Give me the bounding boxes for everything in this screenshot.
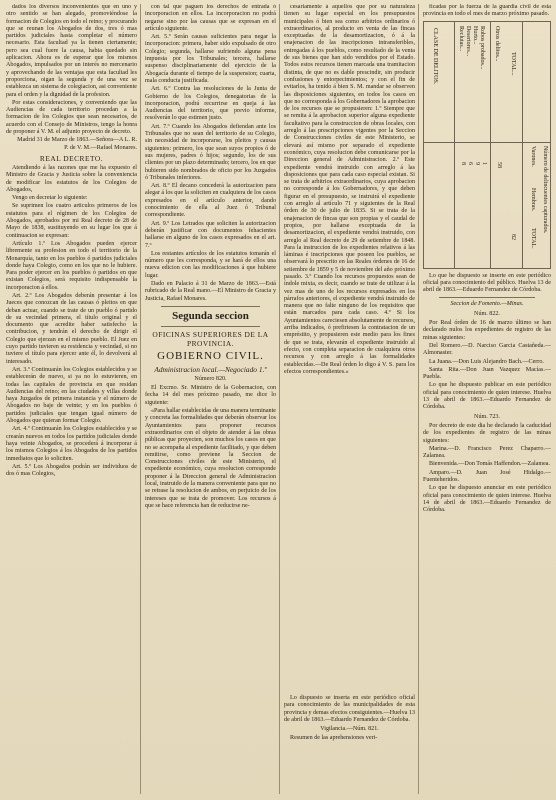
table-cell: 82 bbox=[510, 233, 516, 240]
paragraph: Lo dispuesto se inserta en este periódico oficial para conocimiento de las municipalidades de esta provincia y demas efectos consiguientes.—Huelva 13 de abril de 1863.—Eduardo Fernandez de Córdoba. bbox=[284, 695, 415, 723]
column-1 bbox=[6, 4, 137, 796]
table-col-header: Varones. bbox=[530, 145, 536, 167]
table-row-label: Hurto... bbox=[472, 25, 478, 45]
divider bbox=[161, 306, 260, 307]
paragraph: Vengo en decretar lo siguiente: bbox=[12, 195, 88, 202]
table-rule bbox=[454, 22, 455, 268]
table-row-label: Robos probados... bbox=[479, 25, 485, 69]
list-item: Santa Rita.—Don Juan Vazquez Macías.—Puebla. bbox=[423, 366, 551, 381]
list-item: Amparo.—D. Juan José Hidalgo.—Fuenteheridos. bbox=[423, 469, 551, 484]
section-subtitle: Seccion de Fomento.—Minas. bbox=[450, 301, 524, 308]
table-rows-title: CLASE DE DELITOS. bbox=[432, 27, 438, 84]
section-subtitle: OFICINAS SUPERIORES DE LA PROVINCIA. bbox=[152, 329, 269, 348]
paragraph: Lo que he dispuesto se inserte en este periódico oficial para conocimiento del público. Huelva 13 de abril de 1863.—Eduardo Fernandez de Córdoba. bbox=[423, 272, 551, 294]
table-row-label: TOTAL... bbox=[510, 51, 516, 76]
paragraph: Art. 3.º Continuarán los Colegios establecidos y se establecerán de nuevo, si ya no lo estuvieren, en todas las capitales de provincia en que residan Audiencias del reino; en las ciudades y villas donde haya Juzgados de primera instancia y el número de Abogados no baje de veinte; y en los pueblos ó partidos judiciales que tengan igual número de Abogados que quieran formar Colegio. bbox=[6, 366, 137, 425]
table-cell: 6 bbox=[467, 161, 473, 165]
table-col-header: Número de delincuentes capturados. bbox=[542, 145, 548, 233]
paragraph: Resumen de las aprehensiones veri- bbox=[290, 735, 378, 742]
statistics-table bbox=[423, 21, 551, 269]
list-item: Bienvenida.—Don Tomás Haffendon.—Zalamea. bbox=[429, 461, 551, 468]
section-title: Segunda seccion bbox=[172, 309, 249, 322]
table-cell: 1 bbox=[481, 161, 487, 165]
column-rule bbox=[140, 4, 141, 794]
table-cell: 8 bbox=[460, 161, 466, 165]
list-item: La Juana.—Don Luis Alejandro Bach.—Cerro. bbox=[429, 358, 544, 365]
table-row-label: Desertores... bbox=[465, 25, 471, 56]
paragraph: Art. 5.º Serán causas suficientes para negar la incorporacion: primera, haber sido expulsado de otro Colegio; segunda, hallarse sufriendo alguna pena impuesta por los Tribunales; tercera, hallarse suspenso disciplinariamente del ejercicio de la Abogacía durante el tiempo de la suspension; cuarta, mala conducta justificada. bbox=[145, 34, 276, 84]
column-2 bbox=[145, 4, 276, 796]
paragraph: Art. 6.º Contra las resoluciones de la Junta de Gobierno de los Colegios, denegatorias de la incorporacion, podrá recurrirse en queja á las Audiencias del territorio, que previo informe, resolverán lo que estimen justo. bbox=[145, 86, 276, 122]
table-cell: 58 bbox=[496, 161, 502, 168]
paragraph: ficadas por la fuerza de la guardia civil de esta provincia en todo el mes de marzo próximo pasado. bbox=[423, 4, 551, 18]
paragraph: Por decreto de este dia he declarado la caducidad de los expedientes de registro de las minas siguientes: bbox=[423, 422, 551, 444]
divider bbox=[161, 326, 260, 327]
paragraph: Art. 7.º Cuando los Abogados defiendan ante los Tribunales que no sean del territorio de su Colegio, sin necesidad de incorporarse, los pleitos y causas siguientes: primero, los que sean suyos propios ó de sus mujeres, padres ó hijos; segundo, los de sus clientes por un plazo determinado; tercero, los en que hubieren sido nombrados de oficio por los Juzgados ó Tribunales inferiores. bbox=[145, 123, 276, 181]
notice-number: Núm. 723. bbox=[474, 413, 500, 420]
column-3 bbox=[284, 4, 415, 796]
notice-number: Núm. 822. bbox=[474, 310, 500, 317]
paragraph: Art. 4.º Continuarán los Colegios establecidos y se crearán nuevos en todos los partidos judiciales donde haya veinte Abogados, se procederá á incorporar á los mismos Colegios á los Abogados de los partidos inmediatos que lo soliciten. bbox=[6, 426, 137, 462]
paragraph: Art. 5.º Los Abogados podrán ser individuos de dos ó mas Colegios, bbox=[6, 463, 137, 478]
section-heading: REAL DECRETO. bbox=[39, 153, 104, 163]
paragraph: Lo que he dispuesto publicar en este periódico oficial para conocimiento de quien interese. Huelva 13 de abril de 1863.—Eduardo Fernandez de Córdoba. bbox=[423, 382, 551, 411]
paragraph: con tal que paguen los derechos de entrada ó incorporacion en ellos. La incorporacion no podrá negarse sino por las causas que se expresan en el artículo siguiente. bbox=[145, 4, 276, 32]
notice-number: Vigilancia.—Núm. 821. bbox=[320, 726, 379, 733]
signature-line: Dado en Palacio á 31 de Marzo de 1863.—Está rubricado de la Real mano.—El Ministro de Gracia y Justicia, Rafael Monares. bbox=[145, 280, 276, 302]
table-rule bbox=[522, 22, 523, 268]
paragraph: dados los diversos inconvenientes que en uno y otro sentido se han alegado, promoviéndose la formacion de Colegios en todo el reino; y procurando que se reunan los Abogados de dos, tres ó mas partidos judiciales hasta completar el número necesario. Esta facultad ya la tienen ciertamente; pero sea cual fuere la causa, habia quedado sin aplicacion. Ahora es de esperar que los mismos Abogados, impulsados por un interés no mercenario y aprovechando de las ventajas que esta facultad les proporciona, oigan la segunda y de una vez se establezca un sistema de colegiacion, asi conveniente para el orden y la dignidad de la profesion. bbox=[6, 4, 137, 98]
table-rule bbox=[424, 142, 550, 143]
paragraph: Por Real órden de 16 de marzo último se han declarado nulos los expedientes de registro de las minas siguientes: bbox=[423, 320, 551, 341]
notice-number: Número 820. bbox=[194, 375, 227, 382]
paragraph: El Excmo. Sr. Ministro de la Gobernacion, con fecha 14 del mes próximo pasado, me dice lo siguiente: bbox=[145, 385, 276, 406]
table-cell: 9 bbox=[474, 161, 480, 165]
divider bbox=[439, 297, 535, 298]
table-row-label: Otros delitos... bbox=[494, 25, 500, 61]
table-rule bbox=[490, 22, 491, 268]
paragraph: Los restantes artículos de los estatutos tomarán el número que les corresponda, y se hará de ellos una nueva edicion con las modificaciones á que hubiere lugar. bbox=[145, 250, 276, 279]
list-item: Del Romero.—D. Narciso Garcia Castañeda.—Almonaster. bbox=[423, 342, 551, 357]
column-rule bbox=[279, 4, 280, 794]
column-rule bbox=[418, 4, 419, 794]
paragraph: «Para hallar establecidas de una manera terminante y concreta las formalidades que deberán observar los Ayuntamientos para proponer recursos extraordinarios con el objeto de atender á las obras públicas que proyecten, son muchos los casos en que no se acompaña al expediente facilitado, y que deben remitirse, como previene la Seccion de Construcciones civiles de este Ministerio, el expediente económico, cuya resolucion corresponde proponer á la Direccion general de Administracion local, instruido de la manera conveniente para que no se retrase la resolucion de ambos, en perjuicio de los intereses que se trata de promover. Los recursos á que se hace referencia han de reducirse ne- bbox=[145, 408, 276, 509]
paragraph: Art. 9.º Los Letrados que soliciten la autorizacion deberán justificar con documentos fehacientes hallarse en alguno de los casos expresados en el art. 7.º bbox=[145, 220, 276, 249]
paragraph: Artículo 1.º Los Abogados pueden ejercer libremente su profesion en todo el territorio de la Monarquía, tanto en los pueblos ó partidos judiciales donde haya Colegio, como en los que no le hubiere. Para poder ejercer en los pueblos ó partidos en que existan Colegios, será requisito indispensable la incorporacion á ellos. bbox=[6, 240, 137, 291]
paragraph: Art. 2.º Los Abogados deberán presentar á los Jueces que conozcan de las causas ó pleitos en que deban actuar, cuando se trate de un pueblo ó partido de su vecindad primera, el título original y el documento que acredite haber satisfecho la contribucion, y tendrán el derecho de dirigir el Colegio que ejerzan en el mismo pueblo. El Juez en cuyo partido tuvieren su residencia y vecindad, si no tuviere el título para ejercer ante él, lo devolverá al interesado. bbox=[6, 292, 137, 365]
column-4 bbox=[423, 4, 551, 796]
table-col-header: Hembras. bbox=[530, 187, 536, 211]
table-row-label: Reclutas... bbox=[458, 25, 464, 51]
paragraph: Art. 8.º El decano concederá la autorizacion para alegar á los que la soliciten en cualquiera de los casos expresados en el artículo anterior, dando conocimiento de ella al Juez ó Tribunal correspondiente. bbox=[145, 183, 276, 219]
section-subtitle: Administracion local.—Negociado 1.º bbox=[154, 364, 267, 374]
paragraph: Se suprimen los cuatro articulos primeros de los estatutos para el régimen de los Colegios de Abogados, aprobados por mi Real decreto de 28 de Mayo de 1838, sustituyendo en su lugar los que á continuacion se expresan: bbox=[6, 203, 137, 239]
list-item: Marina.—D. Francisco Perez Chaparro.—Zalamea. bbox=[423, 445, 551, 460]
paragraph: cesariamente á aquellos que por su naturaleza tienen su lugar especial en los presupuestos municipales ó bien sea como arbitrios ordinarios ó extraordinarios, al producto en venta de las fincas exceptuadas de la desamortizacion, ó á la enajenacion de las inscripciones intransferibles, entregadas á los pueblos, como resultado de la venta de sus bienes que han sido vendidos por el Estado. Todos estos recursos tienen marcada una tramitacion distinta, de que no es dable prescindir, sin producir confusiones y entorpecimientos; y con el fin de evitarlos, ha tenido á bien S. M. mandar se observen las disposiciones siguientes, en todos los casos en que no corresponda á los Gobernadores la aprobacion de los recursos que se propusieren: 1.º Siempre que se remita á la aprobacion superior alguna expediente facultativo para la construccion de obras locales, con arreglo á las prescripciones vigentes por la Seccion de Construcciones civiles de este Ministerio, se elevará así mismo por separado el expediente económico, cuya resolucion debe comunicarse por la Direccion general de Administracion. 2.º Este expediente vendrá instruido con arreglo á las disposiciones que para cada caso especial existan. Si se trata de arbitrios extraordinarios, cuya aprobacion no corresponde á los Gobernadores, y que deben figurar en el presupuesto, se instruirá el expediente con arreglo al artículo 71 y siguientes de la Real órden de 30 de julio de 1835. Si se trata de la enajenacion de fincas que son propias y el caudal de propios, por hallarse exceptuada de la desamortizacion, el expediente vendrá instruido, con arreglo al Real decreto de 29 de setiembre de 1848. Para la instruccion de los expedientes relativos á las láminas é inscripciones que poseen los pueblos, se observará lo prescrito en las Reales órdenes de 16 de setiembre de 1859 y 5 de noviembre del año próximo pasado. 3.º Cuando los recursos propuestos sean de índole mixta, es decir, cuando se trate de utilizar á la vez mas de uno de los recursos expresados en los párrafos anteriores, el expediente vendrá instruido de manera que no falte ninguno de los requisitos que están marcados para cada caso. 4.º Si los Ayuntamientos careciesen absolutamente de recursos, arriba indicados, ó prefiriesen la contratacion de un empréstito, y propusieren este medio para los fines de que se trata, elevarán el expediente instruido al efecto, con completa separacion de cualquiera otros recursos y con arreglo á las formalidades establecidas.—De Real órden lo digo á V. S. para los efectos correspondientes.» bbox=[284, 4, 415, 375]
paragraph: Lo que he dispuesto anunciar en este periódico oficial para conocimiento de quien interese. Huelva 14 de abril de 1863.—Eduardo Fernandez de Córdoba. bbox=[423, 485, 551, 514]
paragraph: Por estas consideraciones, y conveniendo que las Audiencias de cada territorio procedan a la formacion de los Colegios que sean necesarios, de acuerdo con el Consejo de Ministros, tengo la honra de proponer á V. M. el adjunto proyecto de decreto. bbox=[6, 99, 137, 136]
signature-line: Madrid 31 de Marzo de 1863.—Señora—A L. R. P. de V. M.—Rafael Monares. bbox=[17, 137, 137, 151]
paragraph: Atendiendo á las razones que me ha expuesto el Ministro de Gracia y Justicia sobre la conveniencia de modificar los estatutos de los Colegios de Abogados, bbox=[6, 164, 137, 193]
table-col-header: TOTAL. bbox=[530, 227, 536, 249]
section-subtitle: GOBIERNO CIVIL. bbox=[157, 349, 264, 362]
